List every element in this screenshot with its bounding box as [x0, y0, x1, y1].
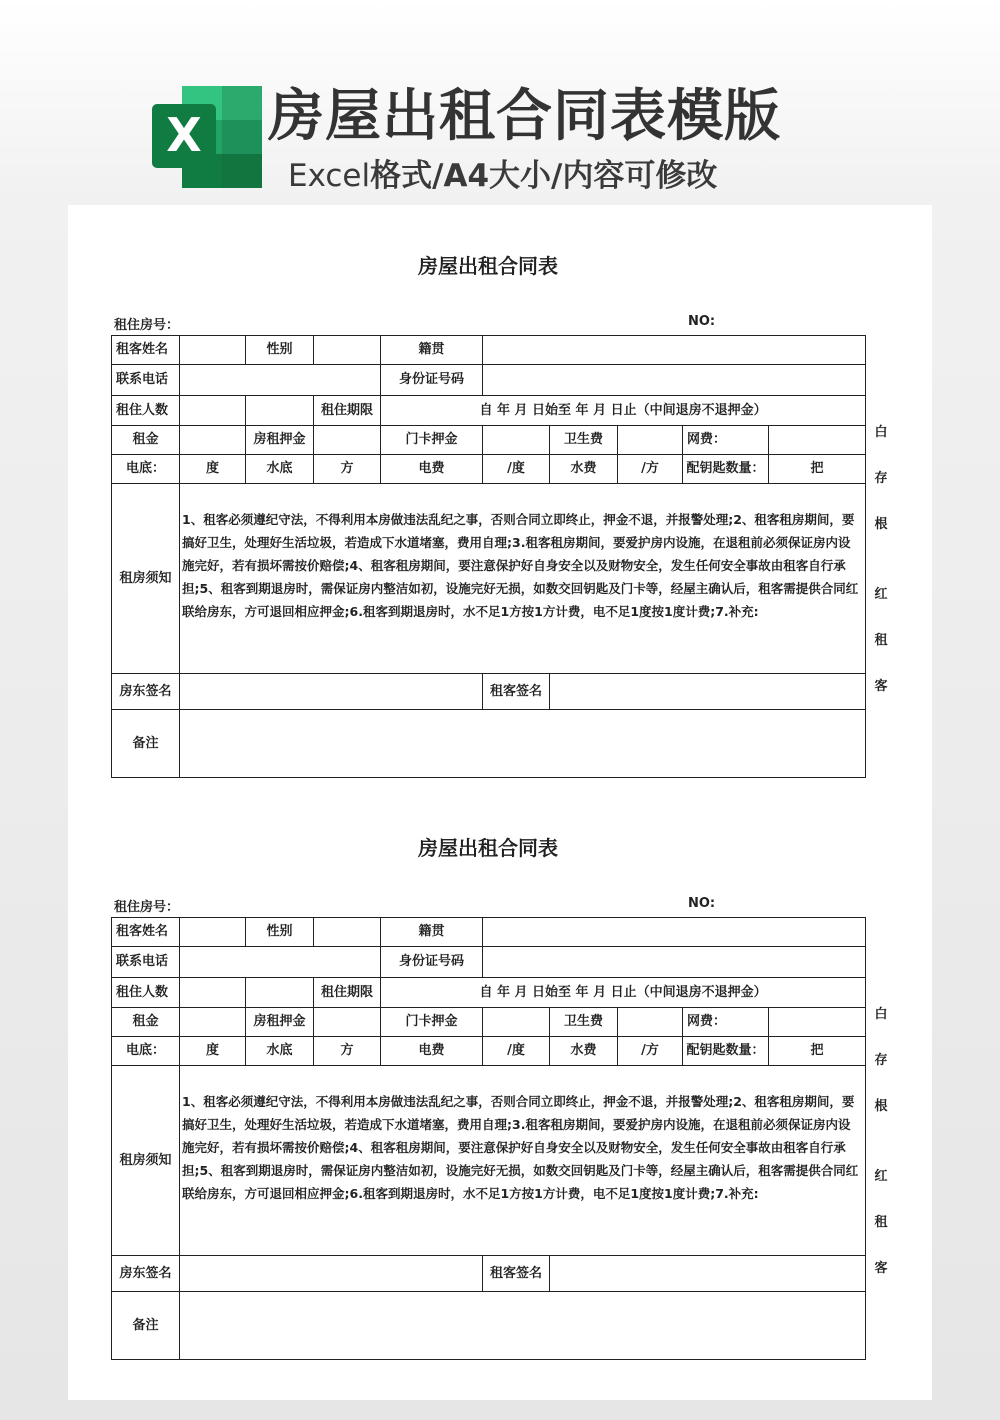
- notice-text: 1、租客必须遵纪守法，不得利用本房做违法乱纪之事，否则合同立即终止，押金不退，并报警处理;2、租客租房期间，要搞好卫生，处理好生活垃圾，若造成下水道堵塞，费用自理;3.租客租房期间，要爱护房内设施，在退租前必须保证房内设施完好，若有损坏需按价赔偿;4、租客租房期间，要注意保护好自身安全以及财物安全，发生任何安全事故由租客自行承担;5、租客到期退房时，需保证房内整洁如初，设施完好无损，如数交回钥匙及门卡等，经屋主确认后，租客需提供合同红联给房东，方可退回相应押金;6.租客到期退房时，水不足1方按1方计费，电不足1度按1度计费;7.补充:: [180, 484, 866, 674]
- per-fang-unit: /方: [618, 1037, 683, 1066]
- document-page: [68, 205, 932, 1400]
- deposit-label: 房租押金: [246, 426, 314, 455]
- elec-fee-label: 电费: [381, 1037, 483, 1066]
- banner-title: 房屋出租合同表模版: [268, 84, 781, 149]
- side-note: [871, 1003, 891, 1303]
- water-fee-label: 水费: [550, 1037, 618, 1066]
- notice-label: 租房须知: [112, 484, 180, 674]
- meter-label: 电底：: [112, 455, 180, 484]
- rent-label: 租金: [112, 1008, 180, 1037]
- fang-unit: 方: [314, 1037, 381, 1066]
- landlord-sign-field[interactable]: [180, 1256, 483, 1292]
- phone-field[interactable]: [180, 947, 381, 978]
- gender-label: 性别: [246, 336, 314, 365]
- contract-table: [111, 335, 866, 778]
- fang-unit: 方: [314, 455, 381, 484]
- side-char: 存: [874, 471, 888, 486]
- contract-table: [111, 917, 866, 1360]
- rent-field[interactable]: [180, 426, 246, 455]
- origin-field[interactable]: [483, 918, 866, 947]
- gender-label: 性别: [246, 918, 314, 947]
- card-deposit-label: 门卡押金: [381, 1008, 483, 1037]
- form-title: 房屋出租合同表: [418, 836, 558, 860]
- rent-field[interactable]: [180, 1008, 246, 1037]
- deposit-field[interactable]: [314, 426, 381, 455]
- card-deposit-field[interactable]: [483, 426, 550, 455]
- tenant-name-field[interactable]: [180, 918, 246, 947]
- side-char: 客: [874, 1261, 888, 1276]
- svg-text:X: X: [166, 108, 202, 162]
- people-field-2[interactable]: [246, 978, 314, 1008]
- rent-label: 租金: [112, 426, 180, 455]
- water-label: 水底: [246, 455, 314, 484]
- tenant-sign-label: 租客签名: [483, 1256, 550, 1292]
- landlord-sign-label: 房东签名: [112, 674, 180, 710]
- people-field-2[interactable]: [246, 396, 314, 426]
- origin-label: 籍贯: [381, 918, 483, 947]
- tenant-name-field[interactable]: [180, 336, 246, 365]
- elec-fee-label: 电费: [381, 455, 483, 484]
- ba-unit: 把: [769, 1037, 866, 1066]
- people-label: 租住人数: [112, 396, 180, 426]
- side-char: 红: [874, 587, 888, 602]
- side-char: 红: [874, 1169, 888, 1184]
- tenant-sign-field[interactable]: [550, 1256, 866, 1292]
- side-char: 根: [874, 517, 888, 532]
- per-fang-unit: /方: [618, 455, 683, 484]
- id-no-field[interactable]: [483, 365, 866, 396]
- people-field[interactable]: [180, 396, 246, 426]
- no-label: NO:: [688, 314, 716, 329]
- banner-subtitle: [288, 150, 717, 195]
- room-no-label: 租住房号：: [114, 900, 180, 915]
- side-char: 客: [874, 679, 888, 694]
- landlord-sign-label: 房东签名: [112, 1256, 180, 1292]
- remarks-field[interactable]: [180, 1292, 866, 1360]
- remarks-label: 备注: [112, 1292, 180, 1360]
- origin-field[interactable]: [483, 336, 866, 365]
- tenant-sign-field[interactable]: [550, 674, 866, 710]
- sanitation-field[interactable]: [618, 426, 683, 455]
- side-char: 租: [874, 633, 888, 648]
- deg-unit: 度: [180, 455, 246, 484]
- notice-label: 租房须知: [112, 1066, 180, 1256]
- no-label: NO:: [688, 896, 716, 911]
- water-label: 水底: [246, 1037, 314, 1066]
- sanitation-label: 卫生费: [550, 1008, 618, 1037]
- people-field[interactable]: [180, 978, 246, 1008]
- notice-text: 1、租客必须遵纪守法，不得利用本房做违法乱纪之事，否则合同立即终止，押金不退，并报警处理;2、租客租房期间，要搞好卫生，处理好生活垃圾，若造成下水道堵塞，费用自理;3.租客租房期间，要爱护房内设施，在退租前必须保证房内设施完好，若有损坏需按价赔偿;4、租客租房期间，要注意保护好自身安全以及财物安全，发生任何安全事故由租客自行承担;5、租客到期退房时，需保证房内整洁如初，设施完好无损，如数交回钥匙及门卡等，经屋主确认后，租客需提供合同红联给房东，方可退回相应押金;6.租客到期退房时，水不足1方按1方计费，电不足1度按1度计费;7.补充:: [180, 1066, 866, 1256]
- tenant-name-label: 租客姓名: [112, 918, 180, 947]
- period-label: 租住期限: [314, 978, 381, 1008]
- keys-label: 配钥匙数量：: [683, 455, 769, 484]
- deg-unit: 度: [180, 1037, 246, 1066]
- sanitation-label: 卫生费: [550, 426, 618, 455]
- gender-field[interactable]: [314, 918, 381, 947]
- sanitation-field[interactable]: [618, 1008, 683, 1037]
- people-label: 租住人数: [112, 978, 180, 1008]
- subtitle-spec: 格式/A4大小/内容可修改: [370, 158, 718, 194]
- keys-label: 配钥匙数量：: [683, 1037, 769, 1066]
- origin-label: 籍贯: [381, 336, 483, 365]
- meter-label: 电底：: [112, 1037, 180, 1066]
- internet-label: 网费：: [683, 426, 769, 455]
- remarks-field[interactable]: [180, 710, 866, 778]
- deposit-field[interactable]: [314, 1008, 381, 1037]
- ba-unit: 把: [769, 455, 866, 484]
- subtitle-excel: Excel: [288, 158, 371, 194]
- id-no-label: 身份证号码: [381, 947, 483, 978]
- side-note: [871, 421, 891, 721]
- phone-field[interactable]: [180, 365, 381, 396]
- internet-label: 网费：: [683, 1008, 769, 1037]
- side-char: 根: [874, 1099, 888, 1114]
- tenant-name-label: 租客姓名: [112, 336, 180, 365]
- contract-form-2: [68, 787, 932, 1377]
- tenant-sign-label: 租客签名: [483, 674, 550, 710]
- phone-label: 联系电话: [112, 947, 180, 978]
- internet-field[interactable]: [769, 1008, 866, 1037]
- landlord-sign-field[interactable]: [180, 674, 483, 710]
- period-text[interactable]: 自 年 月 日始至 年 月 日止（中间退房不退押金）: [381, 978, 866, 1008]
- remarks-label: 备注: [112, 710, 180, 778]
- side-char: 租: [874, 1215, 888, 1230]
- per-deg-unit: /度: [483, 455, 550, 484]
- gender-field[interactable]: [314, 336, 381, 365]
- form-title: 房屋出租合同表: [418, 254, 558, 278]
- phone-label: 联系电话: [112, 365, 180, 396]
- per-deg-unit: /度: [483, 1037, 550, 1066]
- water-fee-label: 水费: [550, 455, 618, 484]
- period-text[interactable]: 自 年 月 日始至 年 月 日止（中间退房不退押金）: [381, 396, 866, 426]
- id-no-label: 身份证号码: [381, 365, 483, 396]
- side-char: 白: [874, 425, 888, 440]
- contract-form-1: [68, 205, 932, 795]
- excel-logo-icon: [152, 86, 262, 188]
- side-char: 白: [874, 1007, 888, 1022]
- deposit-label: 房租押金: [246, 1008, 314, 1037]
- card-deposit-label: 门卡押金: [381, 426, 483, 455]
- period-label: 租住期限: [314, 396, 381, 426]
- banner: [0, 0, 1000, 200]
- internet-field[interactable]: [769, 426, 866, 455]
- card-deposit-field[interactable]: [483, 1008, 550, 1037]
- id-no-field[interactable]: [483, 947, 866, 978]
- side-char: 存: [874, 1053, 888, 1068]
- room-no-label: 租住房号：: [114, 318, 180, 333]
